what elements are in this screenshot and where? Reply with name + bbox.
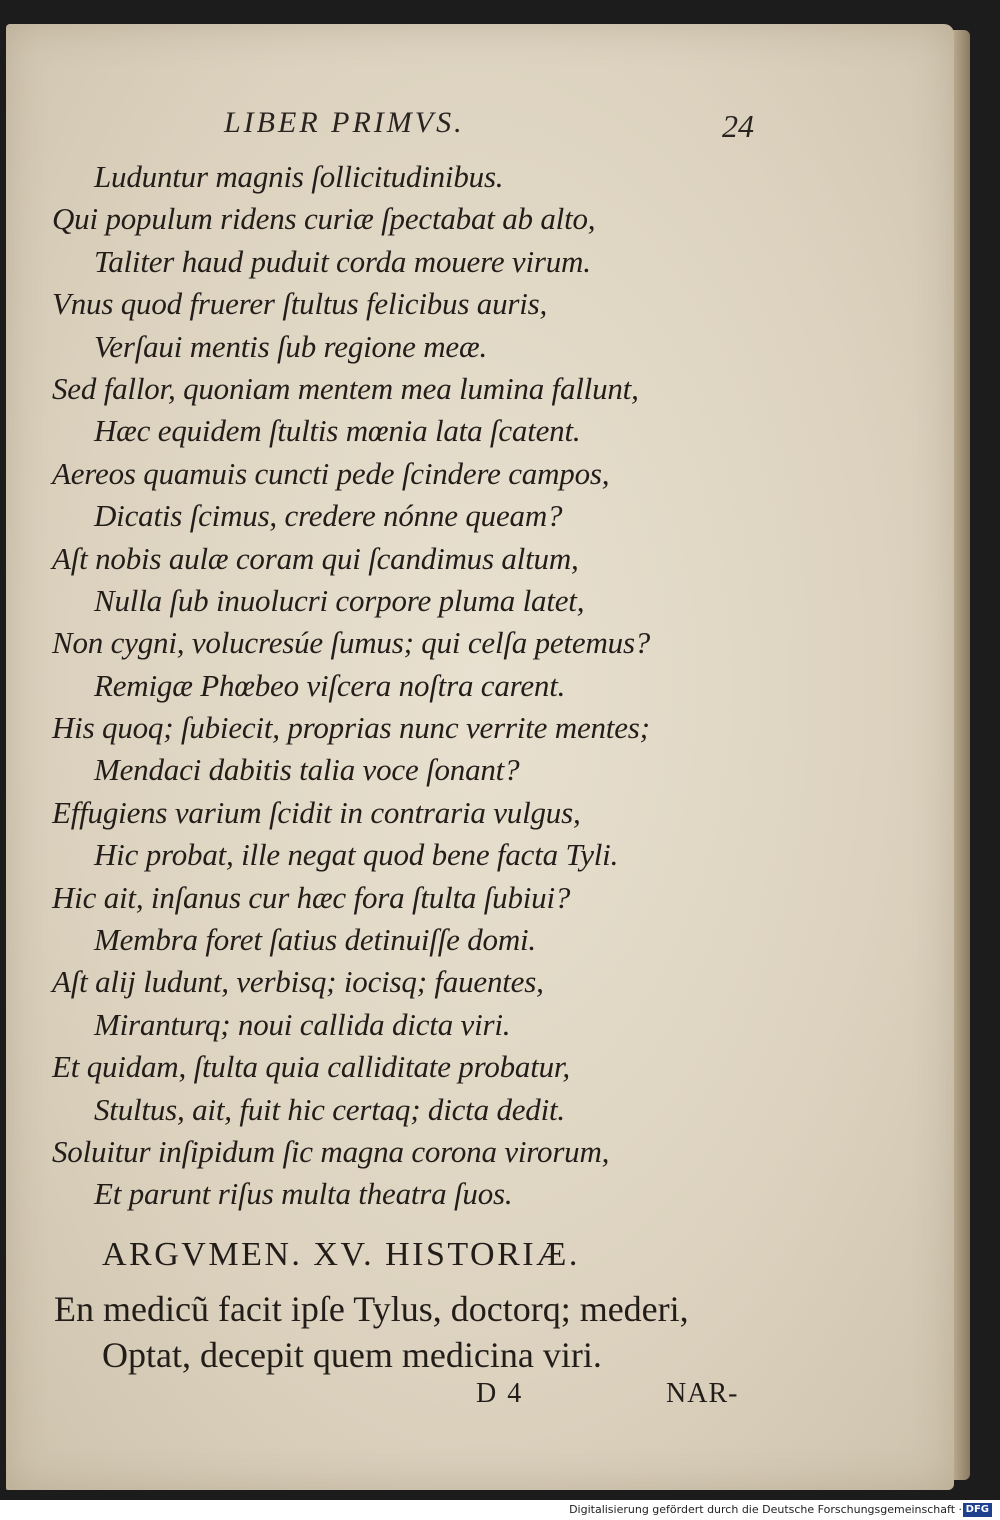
running-head: LIBER PRIMVS.: [224, 106, 465, 139]
argument-verses: [54, 1286, 689, 1378]
digitization-footer: [0, 1500, 1000, 1520]
verse-line: Stultus, ait, fuit hic certaq; dicta dedit.: [94, 1091, 565, 1127]
verse-line: Nulla ſub inuolucri corpore pluma latet,: [94, 582, 585, 618]
verse-line: Aſt nobis aulæ coram qui ſcandimus altum,: [52, 540, 579, 576]
verse-line: Hic ait, inſanus cur hæc fora ſtulta ſubiui?: [52, 879, 571, 915]
verse-line: Taliter haud puduit corda mouere virum.: [94, 243, 591, 279]
verse-line: Verſaui mentis ſub regione meæ.: [94, 328, 488, 364]
verse-line: Membra foret ſatius detinuiſſe domi.: [94, 922, 536, 958]
verse-line: Luduntur magnis ſollicitudinibus.: [94, 159, 504, 194]
catchword: NAR-: [666, 1378, 739, 1409]
verse-line: Remigæ Phœbeo viſcera noſtra carent.: [94, 667, 566, 703]
verse-line: Dicatis ſcimus, credere nónne queam?: [94, 498, 563, 534]
verse-line: Vnus quod fruerer ſtultus felicibus auris,: [52, 286, 548, 322]
verse-line: Qui populum ridens curiæ ſpectabat ab alto,: [52, 201, 596, 237]
poem-verses: [52, 156, 932, 1216]
verse-line: Hic probat, ille negat quod bene facta Tyli.: [94, 837, 619, 873]
verse-line: Et quidam, ſtulta quia calliditate probatur,: [52, 1049, 570, 1085]
dfg-logo: DFG: [963, 1503, 992, 1517]
argument-heading: ARGVMEN. XV. HISTORIÆ.: [102, 1236, 580, 1273]
book-page: [6, 24, 954, 1490]
argument-line: En medicũ facit ipſe Tylus, doctorq; mederi,: [54, 1289, 689, 1329]
signature-mark: D 4: [476, 1378, 524, 1409]
verse-line: His quoq; ſubiecit, proprias nunc verrite mentes;: [52, 710, 650, 746]
verse-line: Hæc equidem ſtultis mœnia lata ſcatent.: [94, 413, 581, 449]
verse-line: Sed fallor, quoniam mentem mea lumina fallunt,: [52, 370, 639, 406]
verse-line: Aſt alij ludunt, verbisq; iocisq; fauentes,: [52, 964, 544, 1000]
verse-line: Mendaci dabitis talia voce ſonant?: [94, 752, 520, 788]
verse-line: Miranturq; noui callida dicta viri.: [94, 1006, 511, 1042]
funding-credit: Digitalisierung gefördert durch die Deutsche Forschungsgemeinschaft ·: [569, 1503, 962, 1516]
page-number: 24: [722, 108, 754, 144]
verse-line: Et parunt riſus multa theatra ſuos.: [94, 1176, 513, 1212]
verse-line: Soluitur inſipidum ſic magna corona virorum,: [52, 1133, 610, 1169]
argument-line: Optat, decepit quem medicina viri.: [102, 1335, 602, 1375]
verse-line: Effugiens varium ſcidit in contraria vulgus,: [52, 794, 581, 830]
verse-line: Non cygni, volucresúe ſumus; qui celſa petemus?: [52, 625, 651, 661]
verse-line: Aereos quamuis cuncti pede ſcindere campos,: [52, 455, 610, 491]
